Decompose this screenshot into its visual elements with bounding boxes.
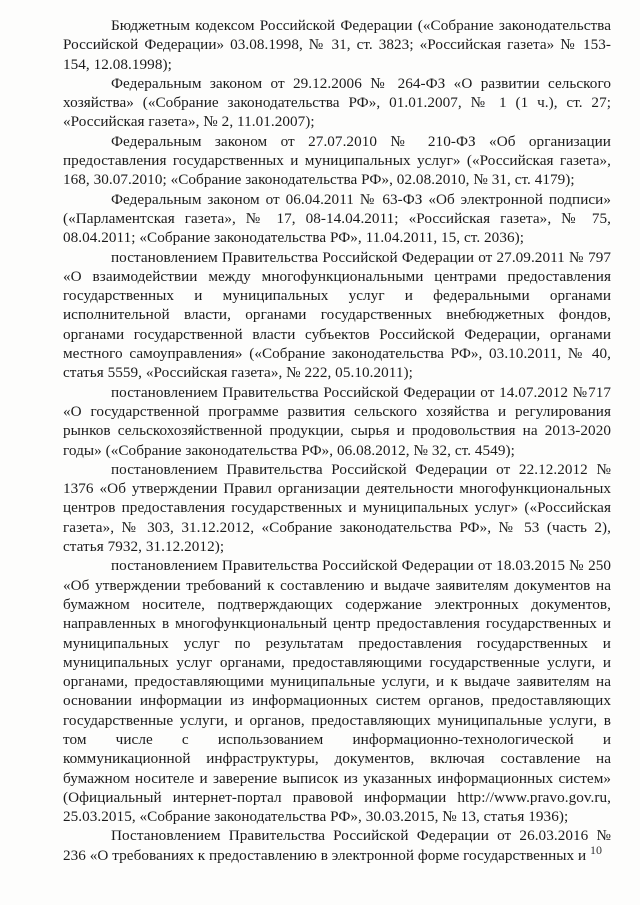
paragraph-budget-code: Бюджетным кодексом Российской Федерации («Собрание законодательства Российской Федерации» 03.08.1998, № 31, ст. 3823; «Российская газета» № 153-154, 12.08.1998); <box>63 17 611 73</box>
paragraph-decree-1376: постановлением Правительства Российской Федерации от 22.12.2012 № 1376 «Об утверждении Правил организации деятельности многофункциональных центров предоставления государственных и муниципальных услуг» («Российская газета», № 303, 31.12.2012, «Собрание законодательства РФ», № 53 (часть 2), статья 7932, 31.12.2012); <box>63 460 611 556</box>
paragraph-law-210: Федеральным законом от 27.07.2010 № 210-ФЗ «Об организации предоставления государственных и муниципальных услуг» («Российская газета», 168, 30.07.2010; «Собрание законодательства РФ», 02.08.2010, № 31, ст. 4179); <box>63 132 611 189</box>
document-body <box>63 16 611 865</box>
paragraph-decree-250: постановлением Правительства Российской Федерации от 18.03.2015 № 250 «Об утверждении требований к составлению и выдаче заявителям документов на бумажном носителе, подтверждающих содержание электронных документов, направленных в многофункциональный центр предоставления государственных и муниципальных услуг по результатам предоставления государственных и муниципальных услуг органами, предоставляющими государственные услуги, и органами, предоставляющими муниципальные услуги, и к выдаче заявителям на основании информации из информационных систем органов, предоставляющих государственные услуги, и органов, предоставляющих муниципальные услуги, в том числе с использованием информационно-технологической и коммуникационной инфраструктуры, документов, включая составление на бумажном носителе и заверение выписок из указанных информационных систем» (Официальный интернет-портал правовой информации http://www.pravo.gov.ru, 25.03.2015, «Собрание законодательства РФ», 30.03.2015, № 13, статья 1936); <box>63 557 611 826</box>
paragraph-decree-717: постановлением Правительства Российской Федерации от 14.07.2012 №717 «О государственной программе развития сельского хозяйства и регулирования рынков сельскохозяйственной продукции, сырья и продовольствия на 2013-2020 годы» («Собрание законодательства РФ», 06.08.2012, № 32, ст. 4549); <box>63 383 611 459</box>
page-number: 10 <box>590 843 602 857</box>
paragraph-law-264: Федеральным законом от 29.12.2006 № 264-ФЗ «О развитии сельского хозяйства» («Собрание законодательства РФ», 01.01.2007, № 1 (1 ч.), ст. 27; «Российская газета», № 2, 11.01.2007); <box>63 74 611 131</box>
paragraph-decree-797: постановлением Правительства Российской Федерации от 27.09.2011 № 797 «О взаимодействии между многофункциональными центрами предоставления государственных и муниципальных услуг и федеральными органами исполнительной власти, органами государственных внебюджетных фондов, органами государственной власти субъектов Российской Федерации, органами местного самоуправления» («Собрание законодательства РФ», 03.10.2011, № 40, статья 5559, «Российская газета», № 222, 05.10.2011); <box>63 248 611 382</box>
paragraph-law-63: Федеральным законом от 06.04.2011 № 63-ФЗ «Об электронной подписи» («Парламентская газета», № 17, 08-14.04.2011; «Российская газета», № 75, 08.04.2011; «Собрание законодательства РФ», 11.04.2011, 15, ст. 2036); <box>63 190 611 247</box>
paragraph-decree-236: Постановлением Правительства Российской Федерации от 26.03.2016 № 236 «О требованиях к предоставлению в электронной форме государственных и <box>63 827 611 864</box>
